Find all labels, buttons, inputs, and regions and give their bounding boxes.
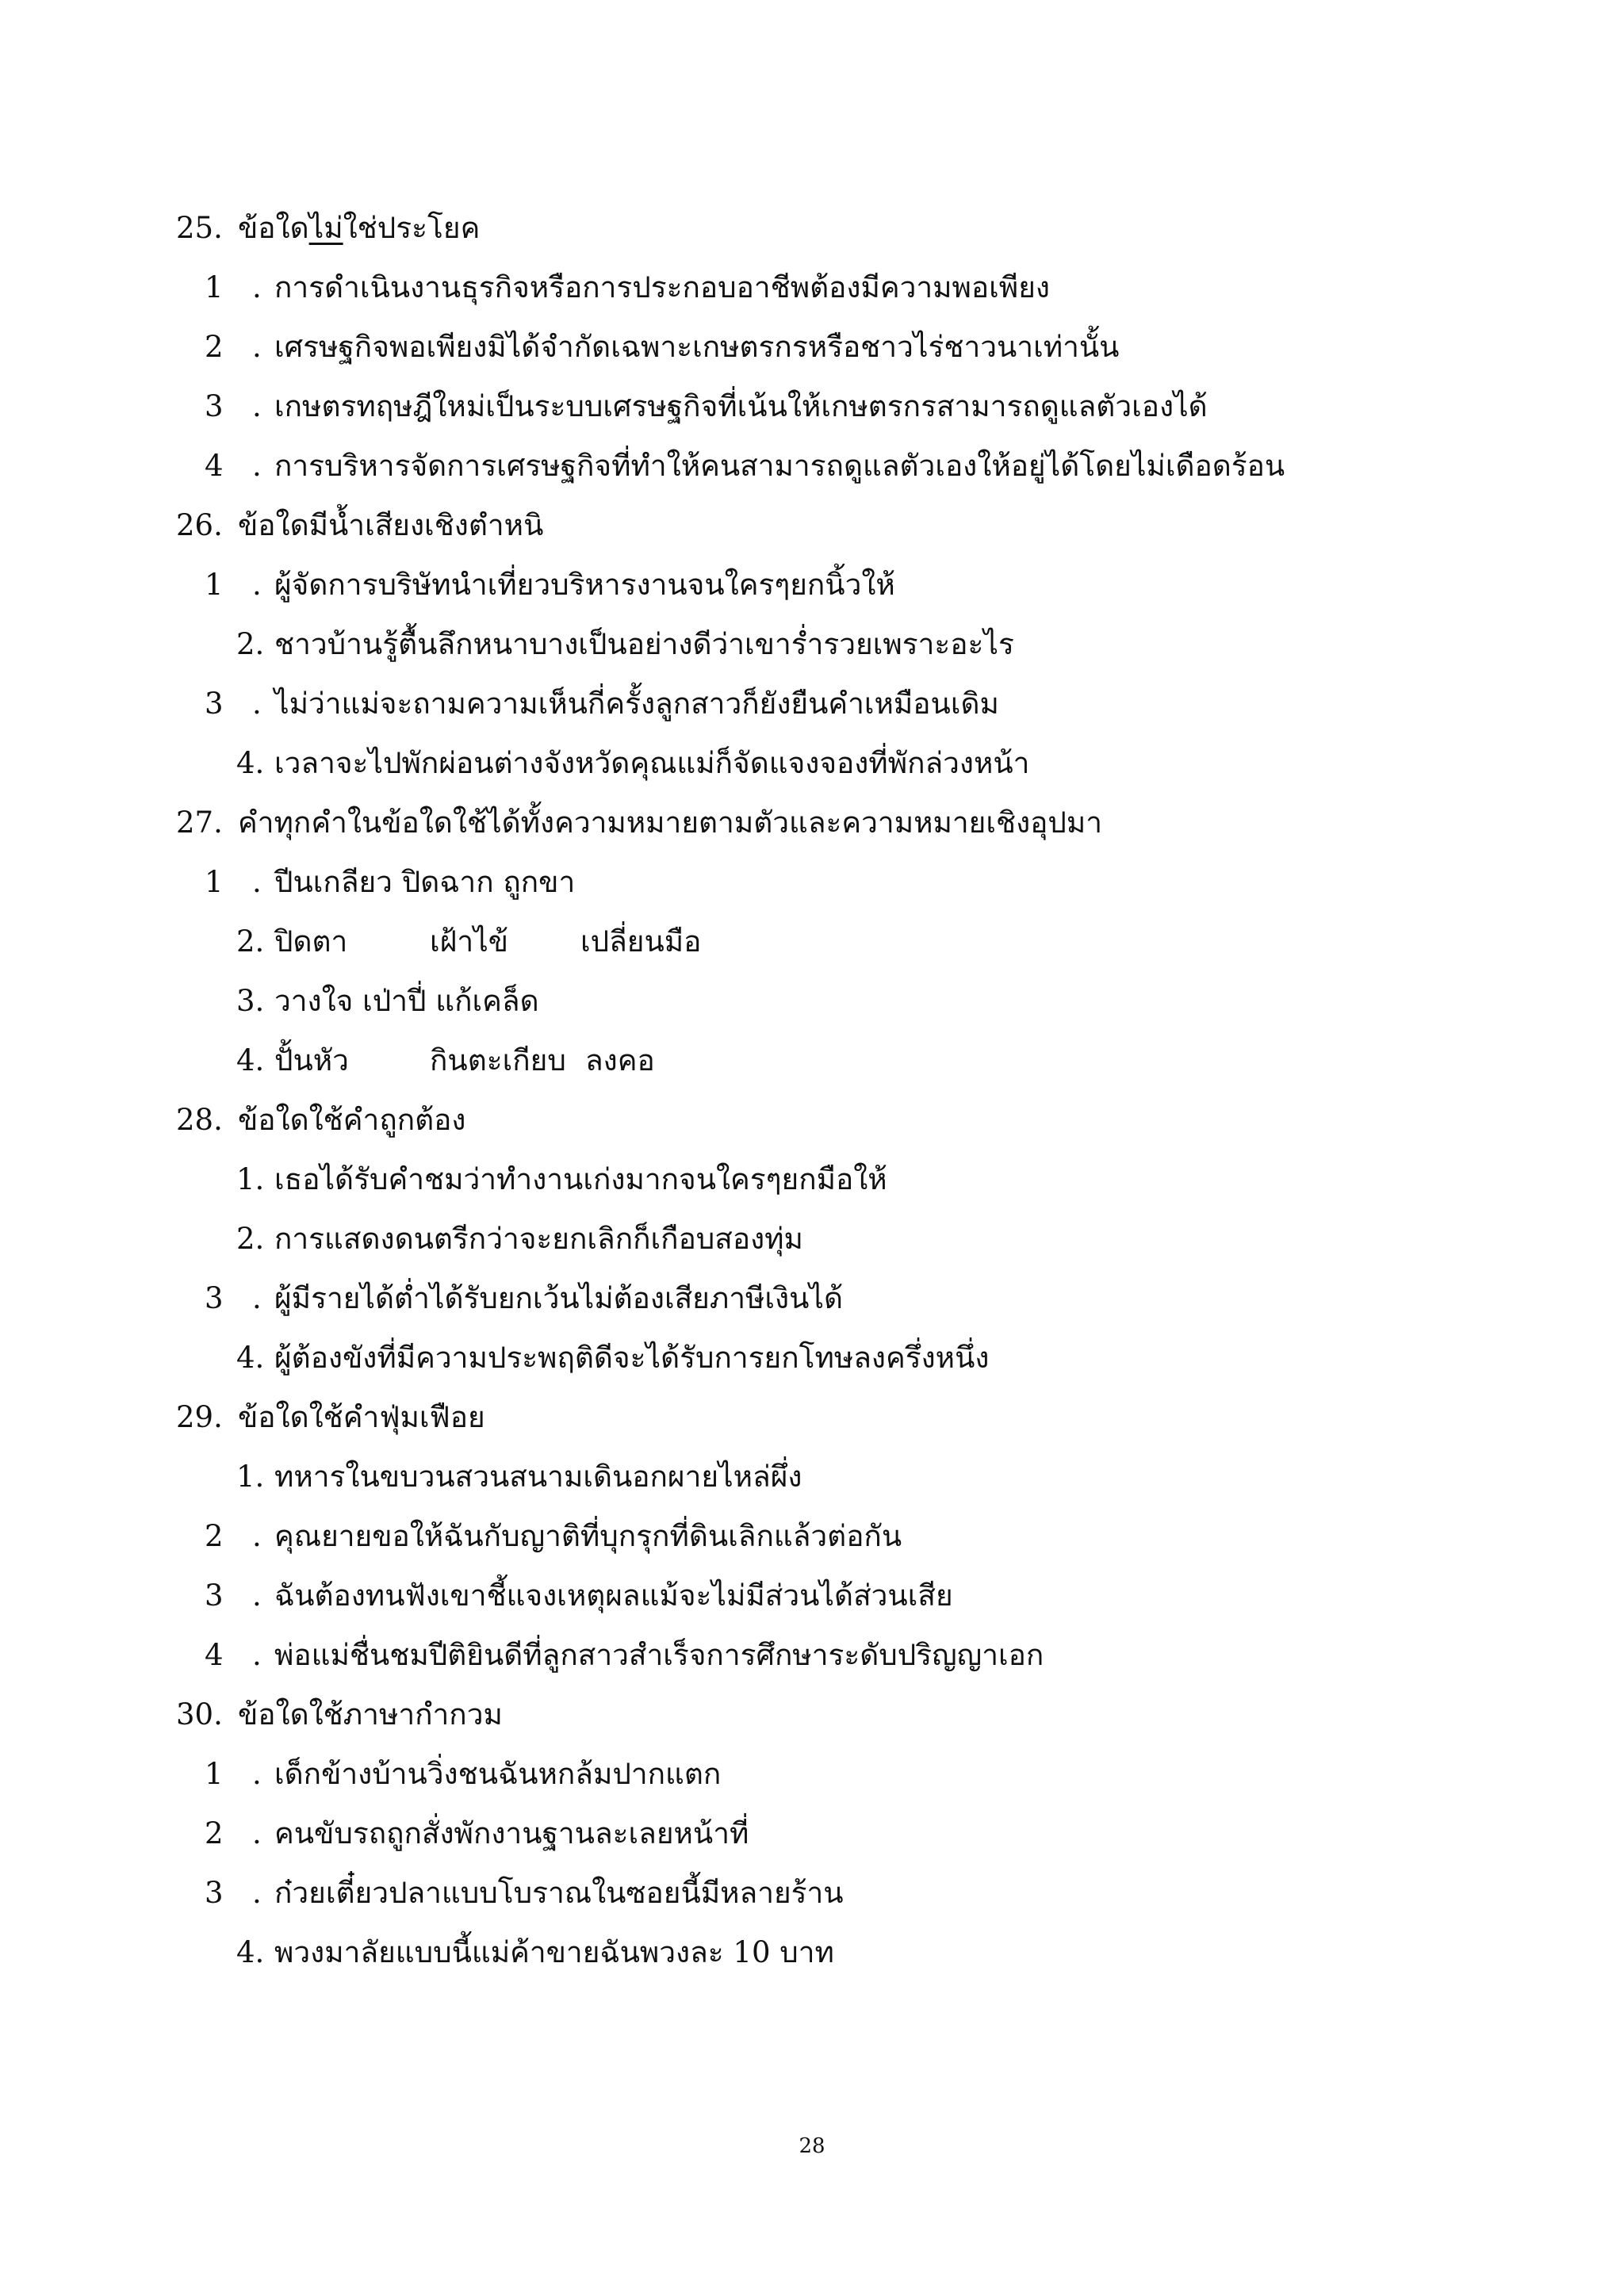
option-number: 2 — [205, 1816, 224, 1850]
option-text: เวลาจะไปพักผ่อนต่างจังหวัดคุณแม่ก็จัดแจงจองที่พักล่วงหน้า — [274, 746, 1030, 780]
option-word: ลงคอ — [585, 1043, 655, 1077]
option-dot: . — [252, 687, 262, 721]
option-dot: . — [252, 1519, 262, 1553]
option-number: 3 — [205, 389, 224, 423]
option-word: ปิดตา — [274, 924, 348, 959]
stem-part: ข้อใด — [238, 211, 309, 245]
question-number: 25. — [176, 211, 223, 245]
option-dot: . — [252, 1757, 262, 1791]
option-text: ก๋วยเตี๋ยวปลาแบบโบราณในซอยนี้มีหลายร้าน — [274, 1876, 844, 1910]
option-text: เศรษฐกิจพอเพียงมิได้จำกัดเฉพาะเกษตรกรหรือชาวไร่ชาวนาเท่านั้น — [274, 330, 1120, 364]
option-text: คนขับรถถูกสั่งพักงานฐานละเลยหน้าที่ — [274, 1816, 749, 1850]
option-number: 4 — [205, 1638, 224, 1672]
question-number: 27. — [176, 806, 223, 840]
page-number: 28 — [799, 2134, 825, 2158]
option-dot: . — [252, 1876, 262, 1910]
option-number: 4. — [236, 1341, 265, 1375]
option-text: พ่อแม่ชื่นชมปีติยินดีที่ลูกสาวสำเร็จการศึกษาระดับปริญญาเอก — [274, 1638, 1044, 1672]
question-number: 28. — [176, 1103, 223, 1137]
option-dot: . — [252, 330, 262, 364]
option-dot: . — [252, 1638, 262, 1672]
option-number: 1 — [205, 568, 224, 602]
option-text: ไม่ว่าแม่จะถามความเห็นกี่ครั้งลูกสาวก็ยังยืนคำเหมือนเดิม — [274, 687, 999, 721]
question-stem: คำทุกคำในข้อใดใช้ได้ทั้งความหมายตามตัวและความหมายเชิงอุปมา — [238, 806, 1103, 840]
option-number: 2. — [236, 924, 265, 959]
question-number: 29. — [176, 1400, 223, 1434]
option-number: 3 — [205, 1281, 224, 1315]
option-text: ผู้จัดการบริษัทนำเที่ยวบริหารงานจนใครๆยกนิ้วให้ — [274, 568, 895, 602]
option-text: ฉันต้องทนฟังเขาชี้แจงเหตุผลแม้จะไม่มีส่วนได้ส่วนเสีย — [274, 1578, 953, 1613]
option-text: การบริหารจัดการเศรษฐกิจที่ทำให้คนสามารถดูแลตัวเองให้อยู่ได้โดยไม่เดือดร้อน — [274, 449, 1285, 483]
option-number: 1. — [236, 1162, 265, 1196]
option-dot: . — [252, 568, 262, 602]
question-stem: ข้อใดมีน้ำเสียงเชิงตำหนิ — [238, 508, 544, 542]
question-stem: ข้อใดใช้ภาษากำกวม — [238, 1697, 503, 1732]
option-number: 3 — [205, 1578, 224, 1613]
option-text: การแสดงดนตรีกว่าจะยกเลิกก็เกือบสองทุ่ม — [274, 1222, 803, 1256]
option-number: 4. — [236, 1935, 265, 1969]
stem-underlined: ไม่ — [308, 211, 343, 245]
option-text: ชาวบ้านรู้ตื้นลึกหนาบางเป็นอย่างดีว่าเขาร่ำรวยเพราะอะไร — [274, 627, 1014, 661]
option-text: ผู้มีรายได้ต่ำได้รับยกเว้นไม่ต้องเสียภาษีเงินได้ — [274, 1281, 844, 1315]
option-number: 1. — [236, 1460, 265, 1494]
option-word: ปั้นหัว — [274, 1043, 349, 1077]
option-number: 3 — [205, 687, 224, 721]
option-number: 2. — [236, 627, 265, 661]
question-stem: ข้อใดใช้คำฟุ่มเฟือย — [238, 1400, 485, 1434]
option-dot: . — [252, 389, 262, 423]
option-text: ผู้ต้องขังที่มีความประพฤติดีจะได้รับการยกโทษลงครึ่งหนึ่ง — [274, 1341, 990, 1375]
option-text: วางใจ เป่าปี่ แก้เคล็ด — [274, 984, 539, 1018]
option-text: เธอได้รับคำชมว่าทำงานเก่งมากจนใครๆยกมือให้ — [274, 1162, 887, 1196]
option-dot: . — [252, 1816, 262, 1850]
option-dot: . — [252, 270, 262, 304]
option-number: 4. — [236, 1043, 265, 1077]
option-number: 3. — [236, 984, 265, 1018]
option-text: ทหารในขบวนสวนสนามเดินอกผายไหล่ผึ่ง — [274, 1460, 802, 1494]
question-stem — [238, 205, 480, 252]
option-number: 2. — [236, 1222, 265, 1256]
stem-part: ใช่ประโยค — [343, 211, 481, 245]
option-number: 1 — [205, 865, 224, 899]
option-word: กินตะเกียบ — [430, 1043, 566, 1077]
question-number: 30. — [176, 1697, 223, 1732]
option-word: เปลี่ยนมือ — [580, 924, 702, 959]
option-text: พวงมาลัยแบบนี้แม่ค้าขายฉันพวงละ 10 บาท — [274, 1935, 834, 1969]
option-number: 4 — [205, 449, 224, 483]
option-dot: . — [252, 1281, 262, 1315]
option-number: 2 — [205, 1519, 224, 1553]
option-text: ปีนเกลียว ปิดฉาก ถูกขา — [274, 865, 576, 899]
question-stem: ข้อใดใช้คำถูกต้อง — [238, 1103, 466, 1137]
option-number: 1 — [205, 1757, 224, 1791]
option-dot: . — [252, 865, 262, 899]
option-number: 1 — [205, 270, 224, 304]
option-text: เกษตรทฤษฎีใหม่เป็นระบบเศรษฐกิจที่เน้นให้เกษตรกรสามารถดูแลตัวเองได้ — [274, 389, 1208, 423]
option-number: 3 — [205, 1876, 224, 1910]
option-word: เฝ้าไข้ — [430, 924, 509, 959]
option-number: 4. — [236, 746, 265, 780]
option-text: การดำเนินงานธุรกิจหรือการประกอบอาชีพต้องมีความพอเพียง — [274, 270, 1050, 304]
option-dot: . — [252, 449, 262, 483]
option-text: เด็กข้างบ้านวิ่งชนฉันหกล้มปากแตก — [274, 1757, 722, 1791]
question-number: 26. — [176, 508, 223, 542]
option-number: 2 — [205, 330, 224, 364]
option-text: คุณยายขอให้ฉันกับญาติที่บุกรุกที่ดินเลิกแล้วต่อกัน — [274, 1519, 902, 1553]
option-dot: . — [252, 1578, 262, 1613]
